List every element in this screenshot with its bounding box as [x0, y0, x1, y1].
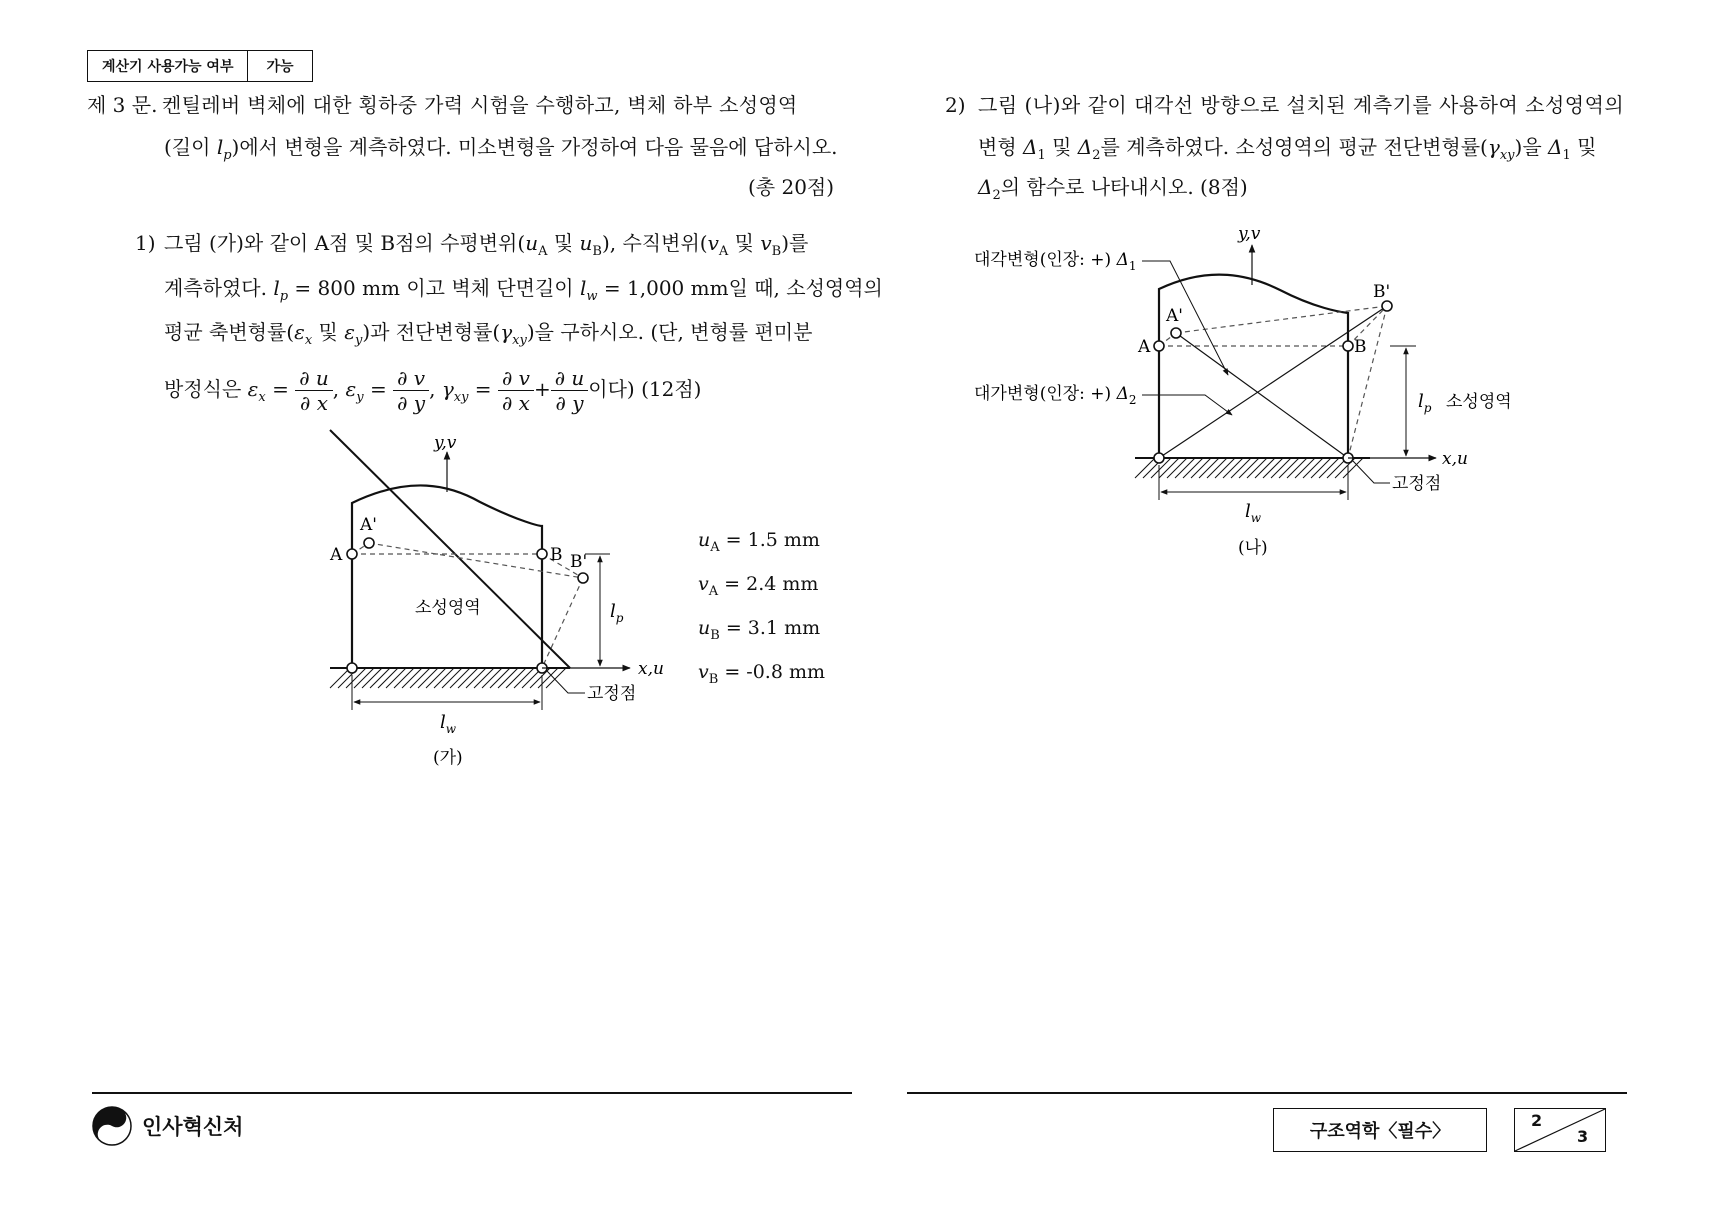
y-axis-label: y,v	[434, 433, 457, 453]
q2-line1: 그림 (나)와 같이 대각선 방향으로 설치된 계측기를 사용하여 소성영역의	[978, 93, 1625, 117]
point-b-marker	[537, 549, 547, 559]
point-a-label: A	[1138, 337, 1151, 357]
x-axis-label: x,u	[1442, 449, 1468, 469]
q1-number: 1)	[135, 231, 156, 255]
gauge1-label: 대각변형(인장: +) $\Delta_1$	[974, 250, 1137, 273]
point-a-label: A	[330, 545, 343, 565]
point-b-label: B	[1354, 337, 1367, 357]
calculator-usage-box	[87, 50, 313, 82]
q1-line3: 평균 축변형률($\varepsilon_x$ 및 $\varepsilon_y$)과 전단변형률$(\gamma_{xy})$을 구하시오. (단, 변형률 편미분	[164, 320, 813, 348]
point-b-label: B	[550, 545, 563, 565]
problem-intro-line1: 켄틸레버 벽체에 대한 횡하중 가력 시험을 수행하고, 벽체 하부 소성영역	[162, 93, 798, 117]
subject-label: 구조역학〈필수〉	[1309, 1121, 1451, 1142]
value-ua: $u_A = 1.5$ mm	[698, 529, 820, 555]
q2-line2: 변형 $\Delta_1$ 및 $\Delta_2$를 계측하였다. 소성영역의 평균 전단변형률$(\gamma_{xy})$을 $\Delta_1$ 및	[978, 135, 1597, 163]
ground-hatch	[1135, 458, 1363, 478]
calculator-value: 가능	[247, 51, 311, 81]
agency-name: 인사혁신처	[142, 1115, 244, 1139]
agency-logo	[92, 1106, 243, 1146]
wall-outline	[1159, 275, 1348, 458]
point-a-prime-label: A'	[360, 515, 377, 535]
width-label: $l_w$	[440, 712, 457, 736]
value-va: $v_A = 2.4$ mm	[698, 573, 819, 599]
height-label: $l_p$	[1418, 391, 1432, 415]
gauge2-label: 대가변형(인장: +) $\Delta_2$	[974, 384, 1137, 407]
region-label: 소성영역	[1446, 392, 1512, 412]
problem-number: 제 3 문.	[87, 93, 158, 117]
value-vb: $v_B = -0.8$ mm	[698, 661, 826, 687]
footer-rule-right	[907, 1092, 1627, 1094]
point-b-prime-label: B'	[570, 552, 588, 572]
problem-total-points: (총 20점)	[748, 175, 835, 199]
fixed-label: 고정점	[587, 684, 637, 704]
point-a-marker	[347, 549, 357, 559]
x-axis-label: x,u	[638, 659, 664, 679]
point-a-prime-label: A'	[1166, 306, 1183, 326]
footer-rule-left	[92, 1092, 852, 1094]
value-ub: $u_B = 3.1$ mm	[698, 617, 821, 643]
y-axis-label: y,v	[1238, 224, 1261, 244]
page-total: 3	[1577, 1127, 1589, 1146]
page-number-box	[1514, 1108, 1606, 1152]
figure-b-caption: (나)	[1238, 538, 1268, 558]
gauge2-leader	[1142, 395, 1232, 415]
wall-outline	[352, 485, 542, 668]
calculator-label: 계산기 사용가능 여부	[102, 59, 234, 75]
gauge1-leader	[1142, 261, 1228, 375]
q1-line4-equations: 방정식은 $\varepsilon_x$ = $\frac{\partial u}{\partial x}$ , $\varepsilon_y$ = $\frac{\partial v}{\partial y}$ , $\gamma_{xy}$ = $\frac{\partial v}{\partial x}$ + $\frac{\partial u}{\partial y}$ 이다) (12점)	[164, 366, 702, 415]
point-b-prime-label: B'	[1373, 282, 1391, 302]
height-label: $l_p$	[610, 601, 624, 625]
q2-number: 2)	[945, 93, 966, 117]
q2-line3: $\Delta_2$의 함수로 나타내시오. (8점)	[978, 175, 1248, 203]
ground-hatch	[330, 668, 566, 688]
point-a-prime-marker	[364, 538, 374, 548]
problem-intro-line2: (길이 $l_p$)에서 변형을 계측하였다. 미소변형을 가정하여 다음 물음에 답하시오.	[164, 135, 838, 163]
page-current: 2	[1531, 1111, 1543, 1130]
q1-line2: 계측하였다. $l_p = 800$ mm 이고 벽체 단면길이 $l_w = 1,000$ mm일 때, 소성영역의	[164, 276, 883, 304]
diagonal-gauge-2	[1159, 306, 1387, 458]
point-b-prime-marker	[578, 573, 588, 583]
q1-line1: 그림 (가)와 같이 A점 및 B점의 수평변위($u_A$ 및 $u_B$), 수직변위($v_A$ 및 $v_B$)를	[164, 231, 809, 259]
displacement-values	[698, 522, 825, 698]
width-label: $l_w$	[1245, 501, 1262, 525]
fixed-label: 고정점	[1392, 474, 1442, 494]
figure-a-caption: (가)	[433, 748, 463, 768]
taegeuk-logo-icon	[92, 1106, 132, 1146]
support-left	[347, 663, 357, 673]
subject-box	[1273, 1108, 1487, 1152]
figure-b	[970, 215, 1512, 575]
region-label: 소성영역	[415, 598, 481, 618]
